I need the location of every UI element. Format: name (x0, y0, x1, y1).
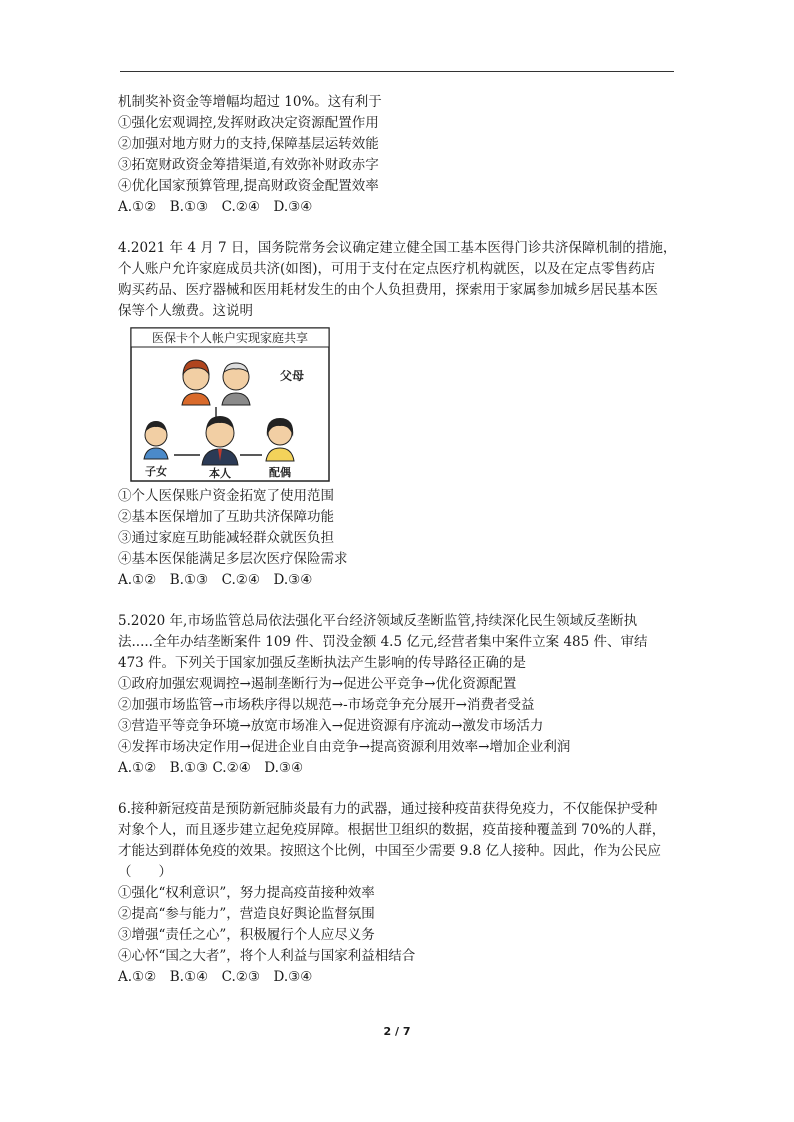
q6-option-4: ④心怀“国之大者”，将个人利益与国家利益相结合 (118, 948, 416, 964)
question-3 (118, 92, 678, 218)
q6-option-2: ②提高“参与能力”，营造良好舆论监督氛围 (118, 906, 375, 922)
q6-option-1: ①强化“权利意识”，努力提高疫苗接种效率 (118, 885, 375, 901)
spouse-label: 配偶 (269, 466, 291, 479)
question-4 (118, 238, 678, 591)
page-number: 2 / 7 (383, 1025, 411, 1038)
q4-stem-line: 购买药品、医疗器械和医用耗材发生的由个人负担费用，探索用于家属参加城乡居民基本医 (118, 282, 658, 298)
q3-option-3: ③拓宽财政资金筹措渠道,有效弥补财政赤字 (118, 157, 379, 173)
q4-stem-line: 个人账户允许家庭成员共济(如图)，可用于支付在定点医疗机构就医，以及在定点零售药店 (118, 261, 656, 277)
page-content (118, 92, 678, 988)
mother-icon (182, 360, 210, 405)
q6-option-3: ③增强“责任之心”，积极履行个人应尽义务 (118, 927, 375, 943)
child-label: 子女 (145, 465, 167, 478)
q4-option-1: ①个人医保账户资金拓宽了使用范围 (118, 488, 334, 504)
q5-stem-line: 5.2020 年,市场监管总局依法强化平台经济领域反垄断监管,持续深化民生领域反垄断执 (118, 613, 638, 629)
q4-stem-line: 保等个人缴费。这说明 (118, 303, 253, 319)
q5-option-1: ①政府加强宏观调控→遏制垄断行为→促进公平竞争→优化资源配置 (118, 676, 517, 692)
q6-answer-blank: （ ） (118, 864, 172, 880)
q3-option-4: ④优化国家预算管理,提高财政资金配置效率 (118, 178, 379, 194)
q5-option-3: ③营造平等竞争环境→放宽市场准入→促进资源有序流动→激发市场活力 (118, 718, 544, 734)
parents-label: 父母 (280, 369, 305, 383)
child-icon (144, 421, 168, 459)
q3-stem: 机制奖补资金等增幅均超过 10%。这有利于 (118, 94, 382, 110)
family-sharing-figure (130, 327, 330, 482)
spouse-icon (266, 418, 294, 461)
q5-choices: A.①② B.①③ C.②④ D.③④ (118, 760, 304, 776)
self-label: 本人 (209, 467, 231, 480)
question-5 (118, 611, 678, 779)
q6-stem-line: 对象个人，而且逐步建立起免疫屏障。根据世卫组织的数据，疫苗接种覆盖到 70%的人群， (118, 822, 666, 838)
q5-option-4: ④发挥市场决定作用→促进企业自由竞争→提高资源利用效率→增加企业利润 (118, 739, 571, 755)
q4-choices: A.①② B.①③ C.②④ D.③④ (118, 572, 313, 588)
q6-choices: A.①② B.①④ C.②③ D.③④ (118, 969, 313, 985)
q5-option-2: ②加强市场监管→市场秩序得以规范→-市场竞争充分展开→消费者受益 (118, 697, 535, 713)
q3-option-2: ②加强对地方财力的支持,保障基层运转效能 (118, 136, 379, 152)
q4-option-3: ③通过家庭互助能减轻群众就医负担 (118, 530, 334, 546)
q4-stem-line: 4.2021 年 4 月 7 日，国务院常务会议确定建立健全国工基本医得门诊共济保障机制的措施， (118, 240, 677, 256)
q6-stem-line: 6.接种新冠疫苗是预防新冠肺炎最有力的武器，通过接种疫苗获得免疫力，不仅能保护受种 (118, 801, 658, 817)
header-rule (120, 71, 674, 72)
question-6 (118, 799, 678, 988)
figure-title: 医保卡个人帐户实现家庭共享 (151, 331, 309, 345)
q5-stem-line: 法.....全年办结垄断案件 109 件、罚没金额 4.5 亿元,经营者集中案件立案 485 件、审结 (118, 634, 648, 650)
q4-option-4: ④基本医保能满足多层次医疗保险需求 (118, 551, 348, 567)
q4-option-2: ②基本医保增加了互助共济保障功能 (118, 509, 334, 525)
father-icon (222, 363, 250, 405)
q5-stem-line: 473 件。下列关于国家加强反垄断执法产生影响的传导路径正确的是 (118, 655, 527, 671)
q6-stem-line: 才能达到群体免疫的效果。按照这个比例，中国至少需要 9.8 亿人接种。因此，作为公民应 (118, 843, 662, 859)
q3-option-1: ①强化宏观调控,发挥财政决定资源配置作用 (118, 115, 379, 131)
q3-choices: A.①② B.①③ C.②④ D.③④ (118, 199, 313, 215)
